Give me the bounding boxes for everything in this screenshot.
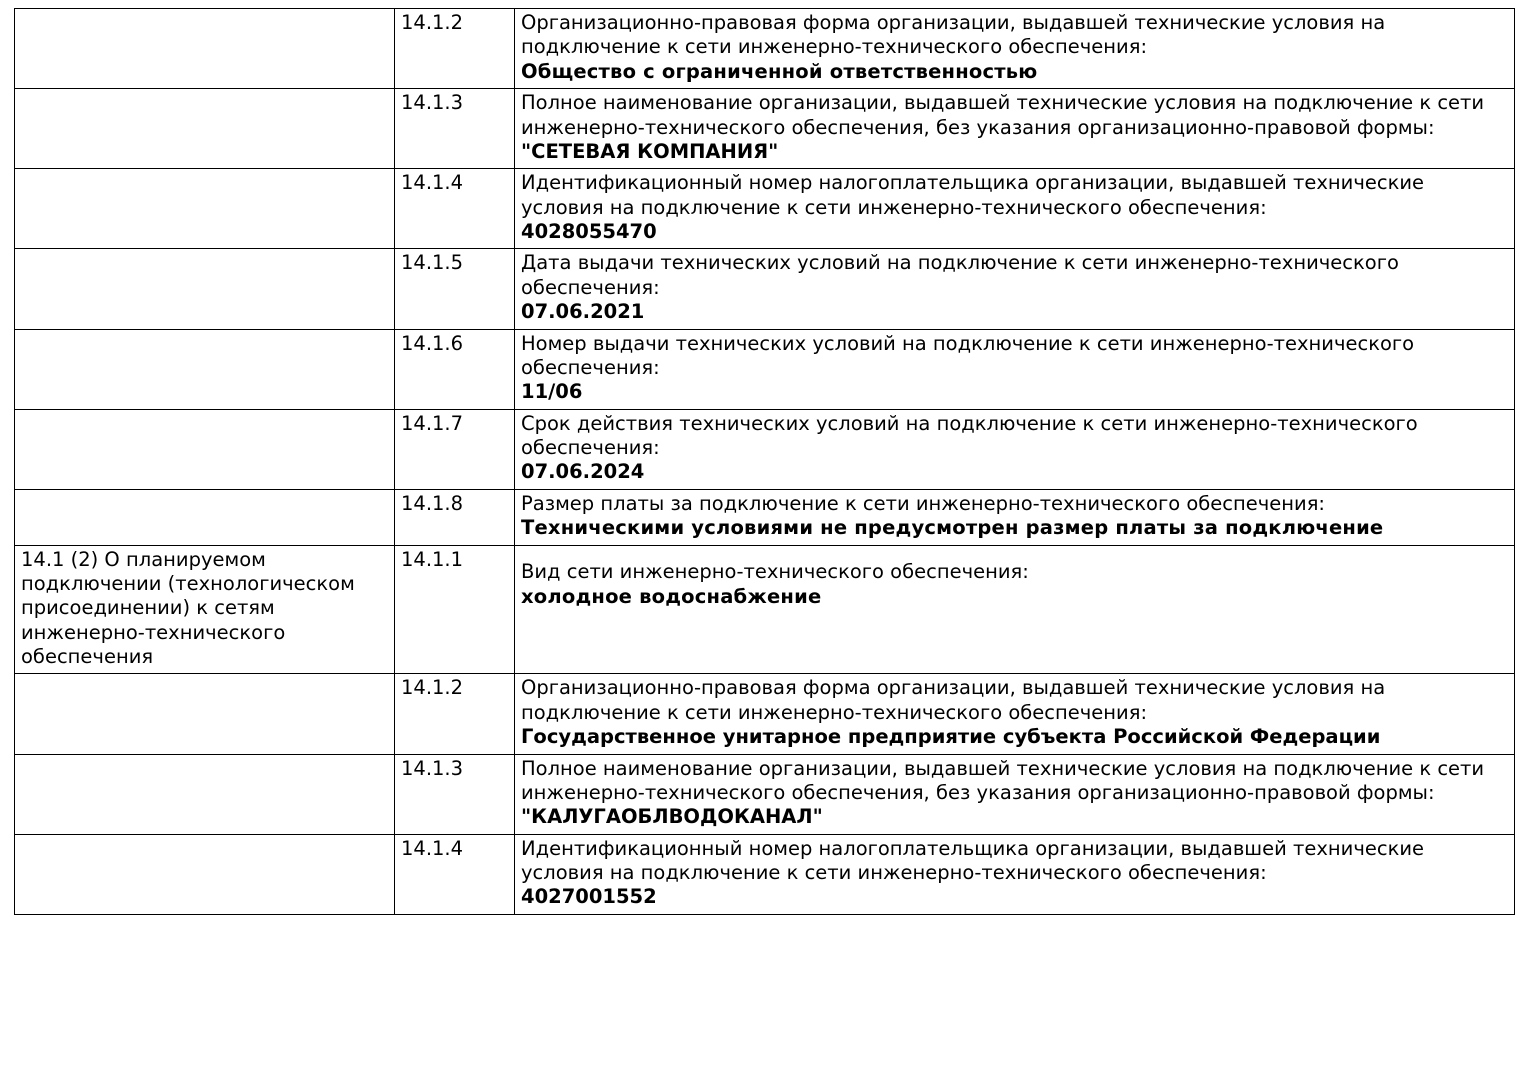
row-category — [15, 674, 395, 754]
row-value: Государственное унитарное предприятие субъекта Российской Федерации — [521, 725, 1381, 749]
technical-conditions-table — [14, 8, 1515, 915]
table-row — [15, 409, 1515, 489]
table-row — [15, 169, 1515, 249]
table-row — [15, 754, 1515, 834]
row-label: Дата выдачи технических условий на подключение к сети инженерно-технического обеспечения: — [521, 251, 1399, 299]
table-row — [15, 329, 1515, 409]
row-value: 11/06 — [521, 380, 583, 404]
table-row — [15, 9, 1515, 89]
row-code: 14.1.4 — [395, 169, 515, 249]
row-content — [515, 754, 1515, 834]
row-content — [515, 409, 1515, 489]
row-category — [15, 834, 395, 914]
row-content — [515, 249, 1515, 329]
row-value: Техническими условиями не предусмотрен размер платы за подключение — [521, 516, 1384, 540]
row-value: 4027001552 — [521, 885, 657, 909]
row-label: Размер платы за подключение к сети инженерно-технического обеспечения: — [521, 491, 1326, 515]
row-category: 14.1 (2) О планируемом подключении (технологическом присоединении) к сетям инженерно-технического обеспечения — [15, 545, 395, 674]
row-label: Полное наименование организации, выдавшей технические условия на подключение к сети инженерно-технического обеспечения, без указания организационно-правовой формы: — [521, 756, 1485, 804]
row-content — [515, 834, 1515, 914]
row-value: Общество с ограниченной ответственностью — [521, 59, 1038, 83]
row-content — [515, 89, 1515, 169]
row-code: 14.1.7 — [395, 409, 515, 489]
row-content — [515, 545, 1515, 674]
table-row — [15, 834, 1515, 914]
table-row — [15, 249, 1515, 329]
row-label: Вид сети инженерно-технического обеспечения: — [521, 560, 1029, 584]
row-content — [515, 674, 1515, 754]
row-value: 4028055470 — [521, 220, 657, 243]
table-row — [15, 674, 1515, 754]
table-row — [15, 89, 1515, 169]
row-category — [15, 9, 395, 89]
row-code: 14.1.4 — [395, 834, 515, 914]
row-value: 07.06.2024 — [521, 460, 645, 484]
row-label: Полное наименование организации, выдавшей технические условия на подключение к сети инженерно-технического обеспечения, без указания организационно-правовой формы: — [521, 91, 1485, 139]
row-content — [515, 489, 1515, 545]
row-code: 14.1.6 — [395, 329, 515, 409]
row-code: 14.1.5 — [395, 249, 515, 329]
row-category — [15, 489, 395, 545]
row-content — [515, 329, 1515, 409]
row-code: 14.1.3 — [395, 754, 515, 834]
row-category — [15, 249, 395, 329]
row-content-inner — [521, 548, 1508, 622]
row-category — [15, 754, 395, 834]
row-label: Идентификационный номер налогоплательщика организации, выдавшей технические условия на подключение к сети инженерно-технического обеспечения: — [521, 171, 1425, 219]
row-label: Номер выдачи технических условий на подключение к сети инженерно-технического обеспечения: — [521, 331, 1415, 379]
row-value: холодное водоснабжение — [521, 584, 822, 608]
row-code: 14.1.3 — [395, 89, 515, 169]
row-value: "КАЛУГАОБЛВОДОКАНАЛ" — [521, 805, 823, 829]
row-content — [515, 169, 1515, 249]
row-label: Идентификационный номер налогоплательщика организации, выдавшей технические условия на подключение к сети инженерно-технического обеспечения: — [521, 836, 1425, 884]
row-category — [15, 329, 395, 409]
row-label: Организационно-правовая форма организации, выдавшей технические условия на подключение к сети инженерно-технического обеспечения: — [521, 676, 1386, 724]
table-row — [15, 489, 1515, 545]
row-category — [15, 409, 395, 489]
row-category — [15, 89, 395, 169]
table-row — [15, 545, 1515, 674]
row-code: 14.1.8 — [395, 489, 515, 545]
row-code: 14.1.1 — [395, 545, 515, 674]
row-label: Организационно-правовая форма организации, выдавшей технические условия на подключение к сети инженерно-технического обеспечения: — [521, 11, 1386, 59]
row-code: 14.1.2 — [395, 674, 515, 754]
row-code: 14.1.2 — [395, 9, 515, 89]
row-value: "СЕТЕВАЯ КОМПАНИЯ" — [521, 139, 779, 163]
row-category — [15, 169, 395, 249]
table-body — [15, 9, 1515, 915]
row-content — [515, 9, 1515, 89]
row-value: 07.06.2021 — [521, 300, 645, 324]
row-label: Срок действия технических условий на подключение к сети инженерно-технического обеспечения: — [521, 411, 1418, 459]
